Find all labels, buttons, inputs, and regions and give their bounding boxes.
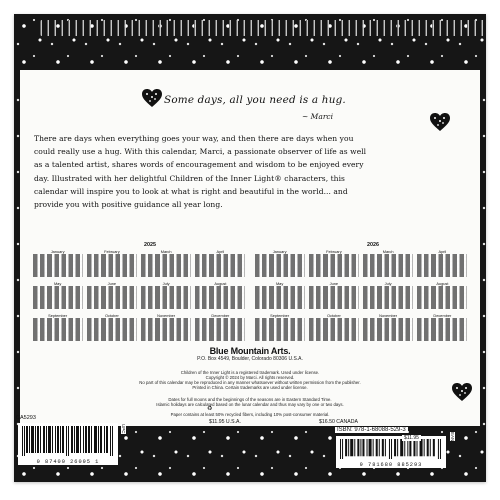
- month-name: December: [211, 313, 230, 318]
- day-grid: [33, 254, 83, 277]
- description-line: There are days when everything goes your way, and then there are days when you: [34, 134, 354, 143]
- month-name: March: [382, 249, 394, 254]
- day-grid: [33, 318, 83, 341]
- calendar-year-2025: [32, 249, 246, 343]
- month-block: [86, 281, 137, 311]
- day-grid: [255, 286, 305, 309]
- month-block: [363, 249, 414, 279]
- month-name: February: [326, 249, 342, 254]
- month-name: November: [379, 313, 398, 318]
- month-name: October: [104, 313, 119, 318]
- ean-barcode: [336, 436, 446, 468]
- month-name: September: [270, 313, 290, 318]
- month-name: February: [104, 249, 120, 254]
- product-code: CA5293: [16, 415, 36, 421]
- paper-notice: Paper contains at least 50% recycled fibers, including 10% post-consumer material.: [170, 412, 330, 417]
- holidays-notice: Islamic holidays are calculated based on the lunar calendar and thus may vary by one or two days.: [156, 402, 344, 407]
- isbn-price: $11.95: [404, 435, 419, 441]
- month-name: June: [107, 281, 117, 286]
- day-grid: [417, 254, 467, 277]
- month-block: [417, 313, 468, 343]
- day-grid: [363, 318, 413, 341]
- day-grid: [417, 286, 467, 309]
- day-grid: [195, 318, 245, 341]
- month-block: [254, 281, 305, 311]
- dates-notice: Dates for full moons and the beginnings of the seasons are in Eastern Standard Time.: [168, 397, 332, 402]
- day-grid: [87, 286, 137, 309]
- month-block: [254, 249, 305, 279]
- month-name: April: [216, 249, 225, 254]
- month-block: [195, 281, 246, 311]
- month-name: December: [433, 313, 452, 318]
- isbn-number: ISBN: 978-1-68088-529-3: [337, 427, 406, 433]
- month-block: [32, 281, 83, 311]
- description-line: provide you with positive guidance all year long.: [34, 200, 223, 210]
- description-line: calendar will inspire you to look at what is right and beautiful in the world... and: [34, 186, 348, 196]
- month-name: April: [438, 249, 447, 254]
- day-grid: [87, 254, 137, 277]
- month-block: [308, 281, 359, 311]
- upc-number: 0 87400 26095 1: [36, 459, 100, 465]
- day-grid: [195, 286, 245, 309]
- upc-label: UPC: [121, 424, 126, 434]
- day-grid: [255, 254, 305, 277]
- calendar-year-2026: [254, 249, 468, 343]
- month-name: March: [160, 249, 172, 254]
- description-line: day. Illustrated with her delightful Children of the Inner Light® characters, this: [34, 173, 345, 183]
- month-name: July: [162, 281, 170, 286]
- recycle-icon: ♻: [207, 406, 213, 412]
- month-name: May: [53, 281, 62, 286]
- description-paragraph: [34, 132, 479, 211]
- day-grid: [309, 318, 359, 341]
- day-grid: [141, 254, 191, 277]
- description-line: could really use a hug. With this calendar, Marci, a passionate observer of life as well: [34, 147, 367, 157]
- calendar-back-cover: [14, 14, 486, 482]
- month-block: [141, 281, 192, 311]
- month-name: May: [275, 281, 284, 286]
- month-block: [308, 249, 359, 279]
- month-block: [195, 249, 246, 279]
- month-name: August: [214, 281, 227, 286]
- month-name: January: [272, 249, 287, 254]
- copyright-notice: Copyright © 2024 by Marci. All rights reserved.: [205, 375, 295, 380]
- printed-in-notice: Printed in China. Certain trademarks are used under license.: [192, 385, 308, 390]
- month-block: [308, 313, 359, 343]
- day-grid: [255, 318, 305, 341]
- publisher-address: P.O. Box 4549, Boulder, Colorado 80306 U.S.A.: [197, 356, 303, 362]
- upc-barcode: [18, 423, 118, 465]
- day-grid: [417, 318, 467, 341]
- day-grid: [33, 286, 83, 309]
- spiral-binding: [40, 20, 486, 36]
- trademark-notice: Children of the Inner Light is a registered trademark. Used under license.: [180, 370, 320, 375]
- year-label-2026: 2026: [367, 242, 379, 248]
- month-name: August: [436, 281, 449, 286]
- two-year-calendar: [32, 249, 468, 343]
- month-name: June: [329, 281, 339, 286]
- month-block: [141, 313, 192, 343]
- month-block: [32, 313, 83, 343]
- month-name: October: [326, 313, 341, 318]
- day-grid: [195, 254, 245, 277]
- price-canada: $16.50 CANADA: [319, 419, 358, 425]
- quote-author: ~ Marci: [302, 112, 334, 121]
- month-block: [195, 313, 246, 343]
- month-block: [417, 249, 468, 279]
- ean-label: EAN: [450, 432, 455, 442]
- quote-text: Some days, all you need is a hug.: [164, 94, 346, 106]
- month-name: January: [50, 249, 65, 254]
- publisher-logo: Blue Mountain Arts.: [209, 346, 291, 356]
- month-block: [417, 281, 468, 311]
- reproduction-notice: No part of this calendar may be reproduced in any manner whatsoever without written permission from the publisher.: [139, 380, 361, 385]
- month-name: November: [157, 313, 176, 318]
- day-grid: [363, 254, 413, 277]
- month-block: [86, 313, 137, 343]
- day-grid: [87, 318, 137, 341]
- barcode-bars: [340, 439, 442, 459]
- day-grid: [309, 286, 359, 309]
- month-name: July: [384, 281, 392, 286]
- heart-icon: [141, 88, 163, 108]
- month-block: [86, 249, 137, 279]
- year-label-2025: 2025: [144, 242, 156, 248]
- month-block: [141, 249, 192, 279]
- barcode-bars: [22, 426, 114, 456]
- month-block: [32, 249, 83, 279]
- day-grid: [141, 286, 191, 309]
- description-line: as a talented artist, shares words of encouragement and wisdom to be enjoyed every: [34, 160, 364, 170]
- day-grid: [309, 254, 359, 277]
- month-block: [363, 313, 414, 343]
- month-block: [254, 313, 305, 343]
- price-usa: $11.95 U.S.A.: [209, 419, 241, 425]
- month-name: September: [48, 313, 68, 318]
- day-grid: [141, 318, 191, 341]
- heart-icon: [429, 112, 451, 132]
- month-block: [363, 281, 414, 311]
- day-grid: [363, 286, 413, 309]
- ean-number: 9 781680 885293: [359, 462, 423, 468]
